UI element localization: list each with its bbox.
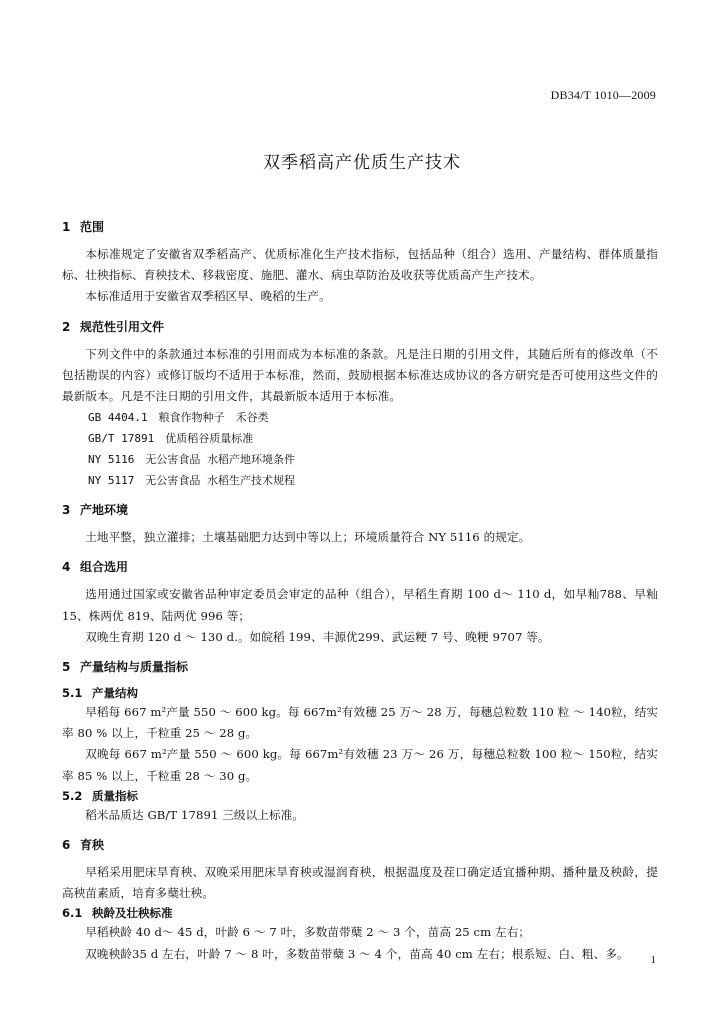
section-heading-3 (62, 501, 658, 519)
paragraph: 早稻采用肥床旱育秧、双晚采用肥床旱育秧或湿润育秧，根据温度及茬口确定适宜播种期、播种量及秧龄，提高秧苗素质，培育多蘖壮秧。 (62, 865, 658, 901)
subsection-title: 质量指标 (92, 788, 138, 803)
reference-item: GB/T 17891 优质稻谷质量标准 (88, 432, 254, 446)
paragraph: 稻米品质达 GB/T 17891 三级以上标准。 (85, 807, 305, 822)
reference-item: GB 4404.1 粮食作物种子 禾谷类 (88, 411, 269, 425)
section-number: 1 (62, 220, 71, 234)
section-number: 6 (62, 838, 71, 853)
section-heading-1 (62, 218, 658, 236)
section-number: 3 (62, 503, 71, 518)
paragraph: 本标准适用于安徽省双季稻区早、晚稻的生产。 (85, 289, 331, 304)
paragraph: 下列文件中的条款通过本标准的引用而成为本标准的条款。凡是注日期的引用文件，其随后所有的修改单（不包括勘误的内容）或修订版均不适用于本标准，然而，鼓励根据本标准达成协议的各方研究是否可使用这些文件的最新版本。凡是不注日期的引用文件，其最新版本适用于本标准。 (62, 346, 658, 404)
document-code: DB34/T 1010—2009 (550, 88, 656, 102)
paragraph: 土地平整，独立灌排；土壤基础肥力达到中等以上；环境质量符合 NY 5116 的规定。 (85, 530, 531, 545)
paragraph: 双晚每 667 m²产量 550 ～ 600 kg。每 667m²有效穗 23 万～ 26 万，每穗总粒数 100 粒～ 150粒，结实率 85 % 以上，千粒重 28 ～ 30 g。 (62, 747, 658, 783)
document-body (62, 208, 658, 965)
subsection-number: 5.2 (62, 788, 83, 803)
section-number: 2 (62, 319, 71, 334)
subsection-number: 5.1 (62, 686, 83, 701)
section-number: 4 (62, 560, 71, 575)
section-heading-4 (62, 558, 658, 576)
subsection-title: 秧龄及壮秧标准 (92, 906, 173, 921)
section-title: 产地环境 (80, 503, 129, 518)
page-title: 双季稻高产优质生产技术 (263, 153, 461, 173)
subsection-heading-5-1 (62, 684, 658, 702)
section-title: 规范性引用文件 (80, 319, 165, 334)
section-title: 组合选用 (80, 560, 129, 575)
subsection-title: 产量结构 (92, 686, 138, 701)
subsection-number: 6.1 (62, 906, 83, 921)
paragraph: 选用通过国家或安徽省品种审定委员会审定的品种（组合），早稻生育期 100 d～ 110 d，如早籼788、早籼 15、株两优 819、陆两优 996 等； (62, 587, 658, 623)
paragraph: 双晚秧龄35 d 左右，叶龄 7 ～ 8 叶，多数苗带蘖 3 ～ 4 个，苗高 40 cm 左右；根系短、白、粗、多。 (85, 946, 629, 961)
paragraph: 本标准规定了安徽省双季稻高产、优质标准化生产技术指标，包括品种（组合）选用、产量结构、群体质量指标、壮秧指标、育秧技术、移栽密度、施肥、灌水、病虫草防治及收获等优质高产生产技术。 (62, 247, 658, 283)
paragraph: 双晚生育期 120 d ～ 130 d.。如皖稻 199、丰源优299、武运粳 7 号、晚粳 9707 等。 (85, 629, 550, 644)
subsection-heading-5-2 (62, 787, 658, 805)
section-number: 5 (62, 660, 71, 675)
reference-item: NY 5116 无公害食品 水稻产地环境条件 (88, 453, 295, 467)
reference-item: NY 5117 无公害食品 水稻生产技术规程 (88, 474, 295, 488)
section-title: 范围 (80, 220, 105, 234)
section-heading-6 (62, 836, 658, 854)
paragraph: 早稻秧龄 40 d～ 45 d，叶龄 6 ～ 7 叶，多数苗带蘖 2 ～ 3 个，苗高 25 cm 左右； (85, 925, 531, 940)
subsection-heading-6-1 (62, 904, 658, 922)
section-title: 产量结构与质量指标 (80, 660, 189, 675)
section-heading-2 (62, 318, 658, 336)
section-heading-5 (62, 658, 658, 676)
page-number: 1 (650, 954, 656, 966)
section-title: 育秧 (80, 838, 105, 853)
paragraph: 早稻每 667 m²产量 550 ～ 600 kg。每 667m²有效穗 25 万～ 28 万，每穗总粒数 110 粒 ～ 140粒，结实率 80 % 以上，千粒重 25 ～ 28 g。 (62, 705, 658, 741)
